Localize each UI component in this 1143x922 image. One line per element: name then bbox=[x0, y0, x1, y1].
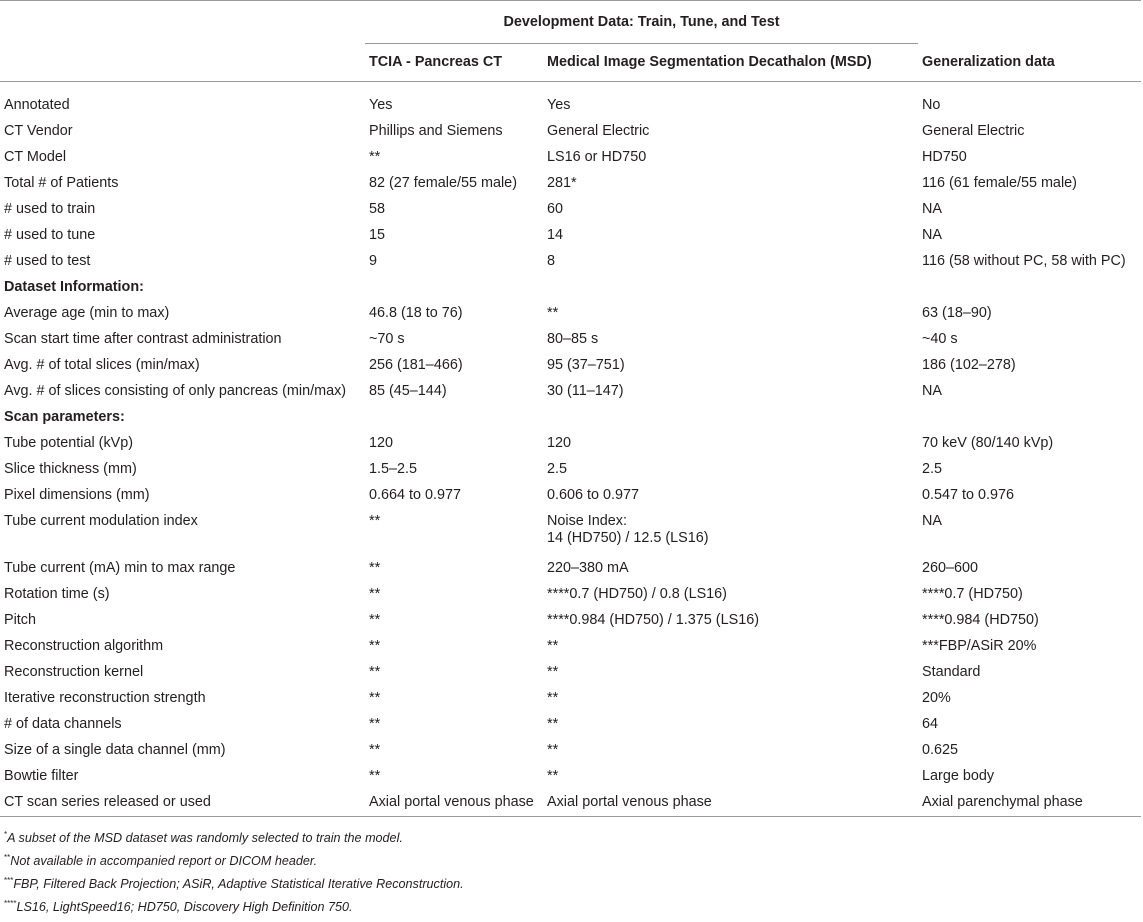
footnote bbox=[4, 825, 1143, 848]
table-row bbox=[0, 453, 1141, 479]
table-cell: 14 bbox=[547, 227, 564, 243]
table-row bbox=[0, 323, 1141, 349]
header-blank-right bbox=[918, 1, 1141, 44]
section-label: Dataset Information: bbox=[4, 279, 144, 295]
row-label: Reconstruction kernel bbox=[4, 664, 144, 680]
table-cell: 0.625 bbox=[922, 742, 959, 758]
table-cell: 0.606 to 0.977 bbox=[547, 487, 640, 503]
table-row bbox=[0, 193, 1141, 219]
table-cell: 95 (37–751) bbox=[547, 357, 625, 373]
table-cell: ** bbox=[547, 716, 559, 732]
table-row bbox=[0, 786, 1141, 817]
table-cell: Axial portal venous phase bbox=[365, 786, 543, 817]
table-row bbox=[0, 479, 1141, 505]
table-row bbox=[0, 141, 1141, 167]
table-cell: 0.547 to 0.976 bbox=[922, 487, 1015, 503]
table-body bbox=[0, 82, 1141, 817]
row-label: Pixel dimensions (mm) bbox=[4, 487, 150, 503]
table-cell: ** bbox=[547, 638, 559, 654]
table-row bbox=[0, 349, 1141, 375]
row-label: Avg. # of slices consisting of only pancreas (min/max) bbox=[4, 383, 347, 399]
row-label: Total # of Patients bbox=[4, 175, 119, 191]
table-cell: ** bbox=[369, 690, 381, 706]
table-cell: ** bbox=[369, 742, 381, 758]
table-cell: Large body bbox=[922, 768, 995, 784]
row-label: # used to train bbox=[4, 201, 96, 217]
footnote bbox=[4, 894, 1143, 917]
table-cell: ***FBP/ASiR 20% bbox=[922, 638, 1037, 654]
table-cell: 2.5 bbox=[547, 461, 568, 477]
table-cell: ** bbox=[369, 612, 381, 628]
row-label: CT scan series released or used bbox=[0, 786, 365, 817]
table-cell: Axial parenchymal phase bbox=[918, 786, 1141, 817]
row-label: # used to tune bbox=[4, 227, 96, 243]
table-row bbox=[0, 219, 1141, 245]
table-cell: 30 (11–147) bbox=[547, 383, 624, 399]
footnote-text: FBP, Filtered Back Projection; ASiR, Adaptive Statistical Iterative Reconstruction. bbox=[13, 877, 464, 891]
group-header: Development Data: Train, Tune, and Test bbox=[365, 1, 918, 44]
row-label: Rotation time (s) bbox=[4, 586, 110, 602]
table-row bbox=[0, 427, 1141, 453]
table-row bbox=[0, 656, 1141, 682]
table-cell: 120 bbox=[547, 435, 572, 451]
row-label: # used to test bbox=[4, 253, 91, 269]
table-cell: ** bbox=[547, 768, 559, 784]
table-cell: ** bbox=[369, 768, 381, 784]
table-cell: Axial portal venous phase bbox=[543, 786, 918, 817]
column-header bbox=[0, 44, 365, 82]
row-label: Annotated bbox=[4, 97, 70, 113]
table-cell: 58 bbox=[369, 201, 386, 217]
footnote-text: Not available in accompanied report or DICOM header. bbox=[10, 854, 318, 868]
section-row bbox=[0, 401, 1141, 427]
table-row bbox=[0, 682, 1141, 708]
table-cell: 186 (102–278) bbox=[922, 357, 1016, 373]
table-row bbox=[0, 760, 1141, 786]
section-row bbox=[0, 271, 1141, 297]
table-cell: 116 (58 without PC, 58 with PC) bbox=[922, 253, 1126, 269]
table-cell: 20% bbox=[922, 690, 951, 706]
table-cell: 15 bbox=[369, 227, 386, 243]
table-cell: 9 bbox=[369, 253, 378, 269]
table-cell: 64 bbox=[922, 716, 939, 732]
table-cell: Yes bbox=[369, 97, 393, 113]
table-cell: 2.5 bbox=[922, 461, 943, 477]
table-cell: ** bbox=[369, 664, 381, 680]
row-label: Avg. # of total slices (min/max) bbox=[4, 357, 200, 373]
table-row bbox=[0, 375, 1141, 401]
row-label: Bowtie filter bbox=[4, 768, 79, 784]
footnote-mark: ** bbox=[4, 853, 11, 862]
table-cell: ~40 s bbox=[922, 331, 958, 347]
table-cell: ****0.7 (HD750) bbox=[922, 586, 1023, 602]
table-cell: General Electric bbox=[547, 123, 650, 139]
table-cell: HD750 bbox=[922, 149, 967, 165]
table-row bbox=[0, 552, 1141, 578]
table-row bbox=[0, 604, 1141, 630]
row-label: Tube current (mA) min to max range bbox=[4, 560, 236, 576]
column-header: TCIA - Pancreas CT bbox=[365, 44, 543, 82]
row-label: Average age (min to max) bbox=[4, 305, 170, 321]
table-cell: 260–600 bbox=[922, 560, 979, 576]
row-label: Size of a single data channel (mm) bbox=[4, 742, 226, 758]
table-cell: ** bbox=[369, 716, 381, 732]
table-cell: ****0.984 (HD750) / 1.375 (LS16) bbox=[547, 612, 759, 628]
table-cell: 85 (45–144) bbox=[369, 383, 447, 399]
row-label: Tube potential (kVp) bbox=[4, 435, 134, 451]
table-row bbox=[0, 167, 1141, 193]
footnote-mark: *** bbox=[4, 876, 14, 885]
table-cell: 46.8 (18 to 76) bbox=[369, 305, 463, 321]
row-label: Pitch bbox=[4, 612, 36, 628]
table-cell: 116 (61 female/55 male) bbox=[922, 175, 1077, 191]
table-cell: ** bbox=[369, 149, 381, 165]
column-header: Generalization data bbox=[918, 44, 1141, 82]
table-cell: ** bbox=[369, 513, 381, 529]
table-cell: 80–85 s bbox=[547, 331, 599, 347]
table-row bbox=[0, 734, 1141, 760]
table-cell: ** bbox=[547, 664, 559, 680]
row-label: Iterative reconstruction strength bbox=[4, 690, 206, 706]
table-cell: 120 bbox=[369, 435, 394, 451]
table-cell: Noise Index: 14 (HD750) / 12.5 (LS16) bbox=[547, 513, 709, 546]
section-label: Scan parameters: bbox=[4, 409, 125, 425]
table-row bbox=[0, 708, 1141, 734]
table-cell: ** bbox=[369, 560, 381, 576]
table-cell: General Electric bbox=[922, 123, 1025, 139]
row-label: CT Model bbox=[4, 149, 67, 165]
table-cell: 63 (18–90) bbox=[922, 305, 992, 321]
table-row bbox=[0, 297, 1141, 323]
table-row bbox=[0, 505, 1141, 552]
table-cell: NA bbox=[922, 383, 943, 399]
table-cell: 256 (181–466) bbox=[369, 357, 463, 373]
table-cell: 0.664 to 0.977 bbox=[369, 487, 462, 503]
table-cell: NA bbox=[922, 201, 943, 217]
table-row bbox=[0, 578, 1141, 604]
header-blank-left bbox=[0, 1, 365, 44]
footnote-mark: * bbox=[4, 830, 8, 839]
table-cell: 220–380 mA bbox=[547, 560, 629, 576]
table-cell: NA bbox=[922, 513, 943, 529]
table-cell: ** bbox=[547, 742, 559, 758]
table-cell: NA bbox=[922, 227, 943, 243]
row-label: Slice thickness (mm) bbox=[4, 461, 137, 477]
table-header bbox=[0, 1, 1141, 82]
table-row bbox=[0, 115, 1141, 141]
table-cell: 70 keV (80/140 kVp) bbox=[922, 435, 1054, 451]
row-label: # of data channels bbox=[4, 716, 122, 732]
table-cell: 82 (27 female/55 male) bbox=[369, 175, 517, 191]
table-row bbox=[0, 245, 1141, 271]
footnote-text: A subset of the MSD dataset was randomly selected to train the model. bbox=[7, 831, 403, 845]
table-cell: 60 bbox=[547, 201, 564, 217]
table-cell: ** bbox=[369, 586, 381, 602]
table-cell: Phillips and Siemens bbox=[369, 123, 503, 139]
table-cell: ****0.7 (HD750) / 0.8 (LS16) bbox=[547, 586, 727, 602]
row-label: Reconstruction algorithm bbox=[4, 638, 164, 654]
footnote-text: LS16, LightSpeed16; HD750, Discovery High Definition 750. bbox=[16, 900, 353, 914]
table-cell: 8 bbox=[547, 253, 556, 269]
table-cell: ****0.984 (HD750) bbox=[922, 612, 1039, 628]
table-cell: ~70 s bbox=[369, 331, 405, 347]
table-cell: Standard bbox=[922, 664, 981, 680]
row-label: Scan start time after contrast administration bbox=[4, 331, 282, 347]
table-row bbox=[0, 82, 1141, 116]
footnote-mark: **** bbox=[4, 899, 17, 908]
row-label: CT Vendor bbox=[4, 123, 73, 139]
column-header: Medical Image Segmentation Decathalon (MSD) bbox=[543, 44, 918, 82]
table-cell: ** bbox=[547, 690, 559, 706]
row-label: Tube current modulation index bbox=[4, 513, 198, 529]
footnote bbox=[4, 871, 1143, 894]
table-cell: 281* bbox=[547, 175, 577, 191]
table-cell: ** bbox=[547, 305, 559, 321]
table-cell: Yes bbox=[547, 97, 571, 113]
table-cell: No bbox=[922, 97, 941, 113]
table-cell: ** bbox=[369, 638, 381, 654]
table-cell: 1.5–2.5 bbox=[369, 461, 418, 477]
footnote bbox=[4, 848, 1143, 871]
table-row bbox=[0, 630, 1141, 656]
footnotes bbox=[0, 825, 1143, 917]
table-cell: LS16 or HD750 bbox=[547, 149, 647, 165]
